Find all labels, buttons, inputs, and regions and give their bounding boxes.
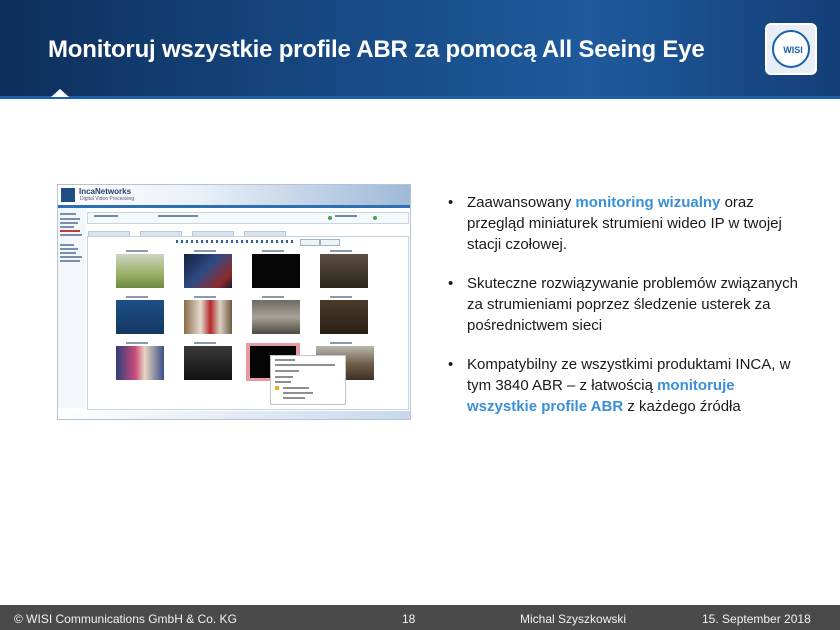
- bullet-highlight: monitoruje wszystkie profile ABR: [467, 377, 735, 415]
- incanetworks-logo-icon: [61, 188, 75, 202]
- logo-ring-icon: [772, 30, 810, 68]
- popup-line: [275, 370, 299, 372]
- bullet-dot-icon: •: [448, 194, 454, 211]
- wisi-logo: [765, 23, 817, 75]
- video-thumbnail: [320, 254, 368, 288]
- thumbnail-label: [330, 342, 352, 344]
- sidebar-line: [60, 248, 78, 250]
- video-thumbnail: [116, 254, 164, 288]
- screenshot-nav-band: [58, 205, 410, 208]
- device-line: [158, 215, 198, 217]
- popup-line: [283, 392, 313, 394]
- footer-page-number: 18: [402, 612, 416, 626]
- bullet-text: Zaawansowany: [467, 194, 576, 211]
- popup-line: [275, 381, 291, 383]
- sidebar-line: [60, 252, 76, 254]
- thumbnail-label: [126, 342, 148, 344]
- footer-date: 15. September 2018: [702, 612, 811, 626]
- video-thumbnail: [184, 346, 232, 380]
- thumbnail-label: [194, 250, 216, 252]
- bullet-item: [446, 273, 806, 336]
- thumbnail-label: [126, 296, 148, 298]
- sidebar-line: [60, 226, 74, 228]
- video-thumbnail: [184, 300, 232, 334]
- thumbnail-label: [194, 296, 216, 298]
- thumbnail-label: [330, 250, 352, 252]
- status-ok-icon: [373, 216, 377, 220]
- bullet-text: z każdego źródła: [623, 398, 741, 415]
- slide-footer: [0, 605, 840, 630]
- video-thumbnail: [184, 254, 232, 288]
- sidebar-line: [60, 213, 76, 215]
- sidebar-line: [60, 234, 82, 236]
- logo-text: WISI: [783, 45, 803, 55]
- bullet-item: [446, 354, 806, 417]
- slide-title: Monitoruj wszystkie profile ABR za pomocą All Seeing Eye: [48, 36, 705, 63]
- screenshot-footer-bar: [58, 411, 410, 419]
- screenshot-device-status: [87, 212, 409, 224]
- sidebar-line: [60, 218, 80, 220]
- status-ok-icon: [328, 216, 332, 220]
- footer-author: Michal Szyszkowski: [520, 612, 627, 626]
- sidebar-line: [60, 260, 80, 262]
- thumbnail-panel: [87, 236, 409, 410]
- device-line: [335, 215, 357, 217]
- bullet-item: [446, 192, 806, 255]
- video-thumbnail: [116, 300, 164, 334]
- sidebar-line: [60, 244, 74, 246]
- device-line: [94, 215, 118, 217]
- embedded-screenshot: [57, 184, 411, 420]
- popup-line: [275, 376, 293, 378]
- bullet-text: Kompatybilny ze wszystkimi produktami INCA, w tym 3840 ABR – z łatwością: [467, 356, 791, 394]
- popup-line: [283, 387, 309, 389]
- bullet-list: [446, 192, 806, 435]
- video-thumbnail: [116, 346, 164, 380]
- popup-line: [275, 359, 295, 361]
- popup-line: [275, 364, 335, 366]
- slide-header: [0, 0, 840, 96]
- video-thumbnail: [252, 254, 300, 288]
- thumbnail-label: [126, 250, 148, 252]
- bullet-dot-icon: •: [448, 356, 454, 373]
- header-divider: [0, 96, 840, 99]
- bullet-text: oraz przegląd miniaturek strumieni wideo IP w twojej stacji czołowej.: [467, 194, 782, 253]
- header-caret-icon: [51, 89, 69, 97]
- sidebar-line: [60, 230, 80, 232]
- bullet-text: Skuteczne rozwiązywanie problemów związanych za strumieniami poprzez śledzenie usterek za pośrednictwem sieci: [467, 275, 798, 334]
- alarm-popup: [270, 355, 346, 405]
- thumbnail-label: [262, 250, 284, 252]
- pager-button: [300, 239, 320, 246]
- popup-line: [283, 397, 305, 399]
- pager-button: [320, 239, 340, 246]
- video-thumbnail: [252, 300, 300, 334]
- thumbnail-pager: [176, 240, 296, 243]
- sidebar-line: [60, 222, 78, 224]
- screenshot-topbar: [58, 185, 410, 205]
- thumbnail-label: [262, 296, 284, 298]
- screenshot-brand: IncaNetworks: [79, 187, 132, 196]
- screenshot-subtitle: Digital Video Processing: [80, 196, 135, 202]
- video-thumbnail: [320, 300, 368, 334]
- bullet-highlight: monitoring wizualny: [575, 194, 721, 211]
- thumbnail-label: [330, 296, 352, 298]
- screenshot-sidebar: [58, 208, 86, 408]
- sidebar-line: [60, 256, 82, 258]
- warning-icon: [275, 386, 279, 390]
- bullet-dot-icon: •: [448, 275, 454, 292]
- thumbnail-label: [194, 342, 216, 344]
- footer-copyright: © WISI Communications GmbH & Co. KG: [14, 612, 237, 626]
